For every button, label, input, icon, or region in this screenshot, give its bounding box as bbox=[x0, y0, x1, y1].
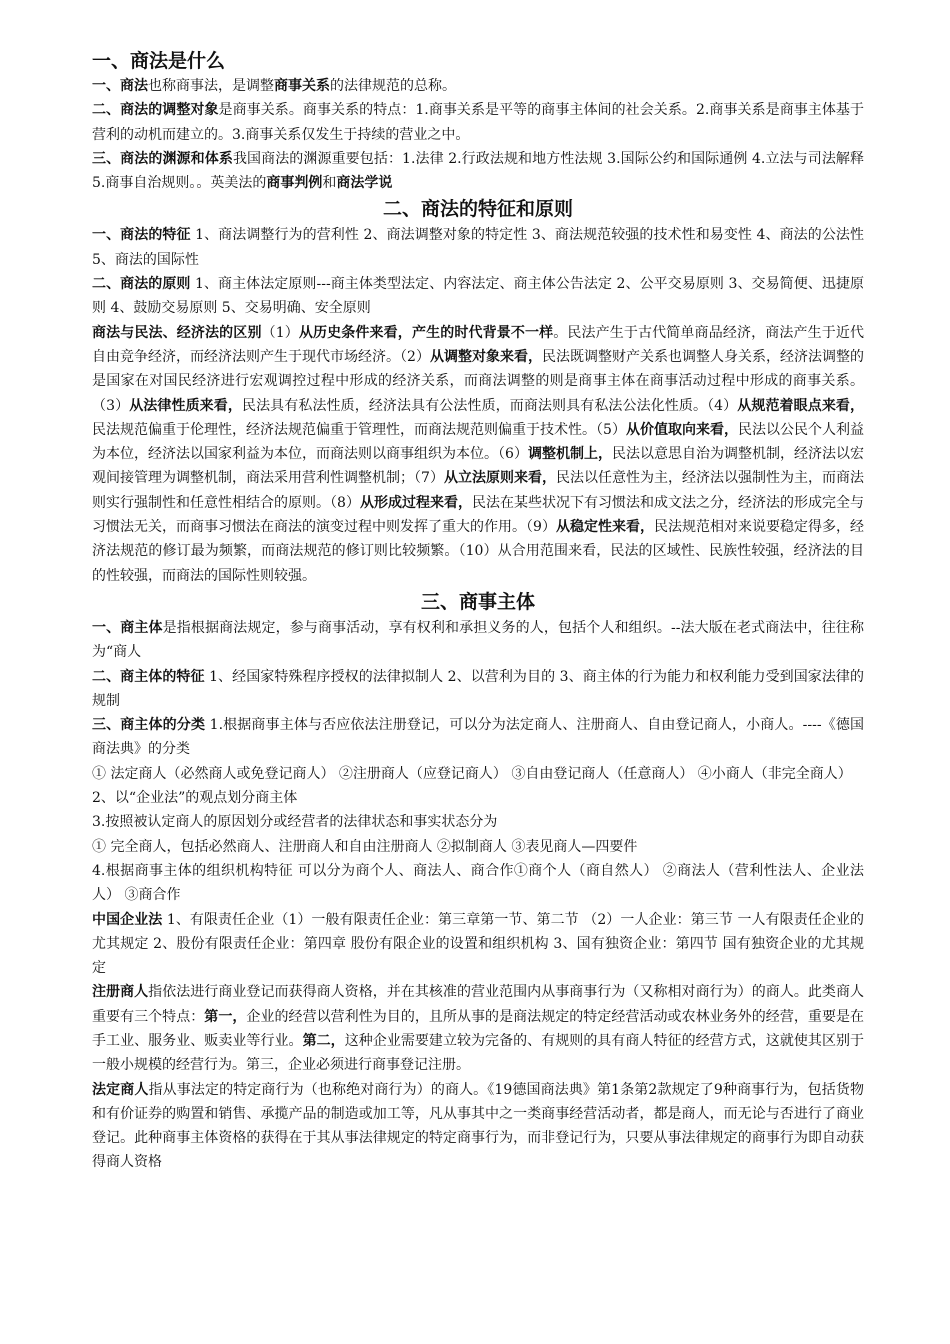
text-run: 民法规范相对来说要稳定得多，经济法规范的修订最为频繁，而商法规范的修订则比较频繁。（10）从合用范围来看，民法的区域性、民族性较强，经济法的目的性较强，而商法的国际性则较强。 bbox=[92, 519, 865, 584]
paragraph bbox=[92, 859, 864, 908]
paragraph bbox=[92, 713, 864, 762]
text-run: 是指根据商法规定，参与商事活动，享有权利和承担义务的人，包括个人和组织。--法大版在老式商法中，往往称为“商人 bbox=[92, 619, 864, 661]
bold-run: 从价值取向来看， bbox=[625, 421, 738, 438]
text-run: 和 bbox=[322, 175, 337, 192]
text-run: 民法在某些状况下有习惯法和成文法之分，经济法的形成完全与习惯法无关，而商事习惯法在商法的演变过程中则发挥了重大的作用。（9） bbox=[92, 494, 865, 536]
text-run: 民法规范偏重于伦理性，经济法规范偏重于管理性，而商法规范则偏重于技术性。（5） bbox=[92, 421, 626, 438]
paragraph bbox=[92, 272, 864, 321]
text-run: 3.按照被认定商人的原因划分或经营者的法律状态和事实状态分为 bbox=[92, 814, 498, 831]
bold-run: 从历史条件来看，产生的时代背景不一样 bbox=[298, 324, 554, 341]
paragraph bbox=[92, 616, 864, 665]
text-run: 也称商事法，是调整 bbox=[148, 78, 274, 94]
text-run: 。民法产生于古代简单商品经济，商法产生于近代自由竞争经济，而经济法则产生于现代市场经济。（2） bbox=[92, 324, 865, 365]
bold-run: 从稳定性来看， bbox=[555, 519, 654, 536]
bold-run: 第二， bbox=[302, 1032, 345, 1049]
text-run: 民法既调整财产关系也调整人身关系，经济法调整的是国家在对国民经济进行宏观调控过程中形成的经济关系，而商法调整的则是商事主体在商事活动过程中形成的商事关系。（3） bbox=[92, 348, 865, 414]
paragraph bbox=[92, 74, 864, 98]
bold-run: 三、商法的渊源和体系 bbox=[92, 150, 233, 167]
bold-run: 注册商人 bbox=[92, 984, 149, 1001]
text-run: 的法律规范的总称。 bbox=[330, 78, 456, 94]
bold-run: 二、商法的调整对象 bbox=[92, 102, 219, 119]
bold-run: 从规范着眼点来看， bbox=[737, 397, 865, 414]
text-run: 指依法进行商业登记而获得商人资格，并在其核准的营业范围内从事商事行为（又称相对商行为）的商人。此类商人重要有三个特点： bbox=[92, 984, 865, 1025]
section-heading: 三、商事主体 bbox=[420, 590, 535, 613]
text-run: ① 法定商人（必然商人或免登记商人） ②注册商人（应登记商人） ③自由登记商人（任意商人） ④小商人（非完全商人） bbox=[92, 765, 852, 782]
paragraph bbox=[92, 786, 864, 810]
bold-run: 商法学说 bbox=[336, 175, 393, 192]
bold-run: 从立法原则来看， bbox=[443, 470, 556, 487]
text-run: 企业的经营以营利性为目的，且所从事的是商法规定的特定经营活动或农林业务外的经营，重要是在手工业、服务业、贩卖业等行业。 bbox=[92, 1008, 865, 1049]
text-run: 这种企业需要建立较为完备的、有规则的具有商人特征的经营方式，这就使其区别于一般小规模的经营行为。第三，企业必须进行商事登记注册。 bbox=[92, 1032, 865, 1074]
paragraph bbox=[92, 665, 864, 714]
bold-run: 从法律性质来看， bbox=[129, 397, 242, 414]
text-run: 是商事关系。商事关系的特点：1.商事关系是平等的商事主体间的社会关系。2.商事关系是商事主体基于营利的动机而建立的。3.商事关系仅发生于持续的营业之中。 bbox=[92, 102, 864, 143]
bold-run: 第一， bbox=[204, 1008, 247, 1025]
bold-run: 商法与民法、经济法的区别 bbox=[92, 324, 262, 341]
text-run: （1） bbox=[261, 324, 299, 341]
text-run: 4.根据商事主体的组织机构特征 可以分为商个人、商法人、商合作①商个人（商自然人） ②商法人（营利性法人、企业法人） ③商合作 bbox=[92, 862, 864, 904]
paragraph bbox=[92, 1078, 864, 1175]
text-run: 民法以意思自治为调整机制，经济法以宏观间接管理为调整机制，商法采用营利性调整机制；（7） bbox=[92, 446, 865, 487]
text-run: 民法以公民个人利益为本位，经济法以国家利益为本位，而商法则以商事组织为本位。（6） bbox=[92, 421, 865, 463]
bold-run: 调整机制上， bbox=[527, 446, 612, 463]
paragraph bbox=[92, 98, 864, 147]
bold-run: 商事判例 bbox=[266, 175, 323, 192]
paragraph bbox=[92, 147, 864, 196]
section-heading: 一、商法是什么 bbox=[92, 50, 226, 72]
document-page bbox=[92, 48, 864, 1175]
bold-run: 一、商法 bbox=[92, 78, 148, 94]
paragraph bbox=[92, 980, 864, 1077]
bold-run: 中国企业法 bbox=[92, 911, 163, 928]
bold-run: 一、商法的特征 bbox=[92, 227, 191, 244]
bold-run: 二、商法的原则 bbox=[92, 276, 191, 293]
text-run: 民法以任意性为主，经济法以强制性为主，而商法则实行强制性和任意性相结合的原则。（8） bbox=[92, 470, 865, 511]
bold-run: 二、商主体的特征 bbox=[92, 668, 205, 685]
paragraph bbox=[92, 223, 864, 272]
bold-run: 三、商主体的分类 bbox=[92, 717, 206, 734]
bold-run: 一、商主体 bbox=[92, 619, 163, 636]
paragraph bbox=[92, 810, 864, 834]
section-heading: 二、商法的特征和原则 bbox=[382, 198, 573, 221]
bold-run: 法定商人 bbox=[92, 1081, 149, 1098]
text-run: 1、经国家特殊程序授权的法律拟制人 2、以营利为目的 3、商主体的行为能力和权利能力受到国家法律的规制 bbox=[92, 668, 865, 709]
text-run: 2、以“企业法”的观点划分商主体 bbox=[92, 790, 298, 807]
text-run: 1.根据商事主体与否应依法注册登记，可以分为法定商人、注册商人、自由登记商人，小商人。----《德国商法典》的分类 bbox=[92, 717, 864, 758]
text-run: 1、有限责任企业（1）一般有限责任企业：第三章第一节、第二节 （2）一人企业：第三节 一人有限责任企业的尤其规定 2、股份有限责任企业：第四章 股份有限企业的设置和组织机构 3、国有独资企业：第四节 国有独资企业的尤其规定 bbox=[92, 911, 864, 977]
text-run: 1、商法调整行为的营利性 2、商法调整对象的特定性 3、商法规范较强的技术性和易变性 4、商法的公法性 5、商法的国际性 bbox=[92, 227, 865, 268]
text-run: 指从事法定的特定商行为（也称绝对商行为）的商人。《19德国商法典》第1条第2款规定了9种商事行为，包括货物和有价证券的购置和销售、承揽产品的制造或加工等，凡从事其中之一类商事经营活动者，都是商人，而无论与否进行了商业登记。此种商事主体资格的获得在于其从事法律规定的特定商事行为，而非登记行为，只要从事法律规定的商事行为即自动获得商人资格 bbox=[92, 1081, 865, 1171]
paragraph bbox=[92, 908, 864, 981]
bold-run: 从调整对象来看， bbox=[429, 348, 542, 365]
paragraph bbox=[92, 321, 864, 588]
paragraph bbox=[92, 835, 864, 859]
text-run: 1、商主体法定原则---商主体类型法定、内容法定、商主体公告法定 2、公平交易原则 3、交易简便、迅捷原则 4、鼓励交易原则 5、交易明确、安全原则 bbox=[92, 276, 865, 317]
text-run: 民法具有私法性质，经济法具有公法性质，而商法则具有私法公法化性质。（4） bbox=[241, 397, 738, 414]
bold-run: 商事关系 bbox=[274, 78, 330, 94]
paragraph bbox=[92, 762, 864, 786]
text-run: ① 完全商人，包括必然商人、注册商人和自由注册商人 ②拟制商人 ③表见商人—四要件 bbox=[92, 838, 638, 855]
text-run: 我国商法的渊源重要包括：1.法律 2.行政法规和地方性法规 3.国际公约和国际通例 4.立法与司法解释 5.商事自治规则。。英美法的 bbox=[92, 150, 865, 192]
bold-run: 从形成过程来看， bbox=[359, 494, 472, 511]
